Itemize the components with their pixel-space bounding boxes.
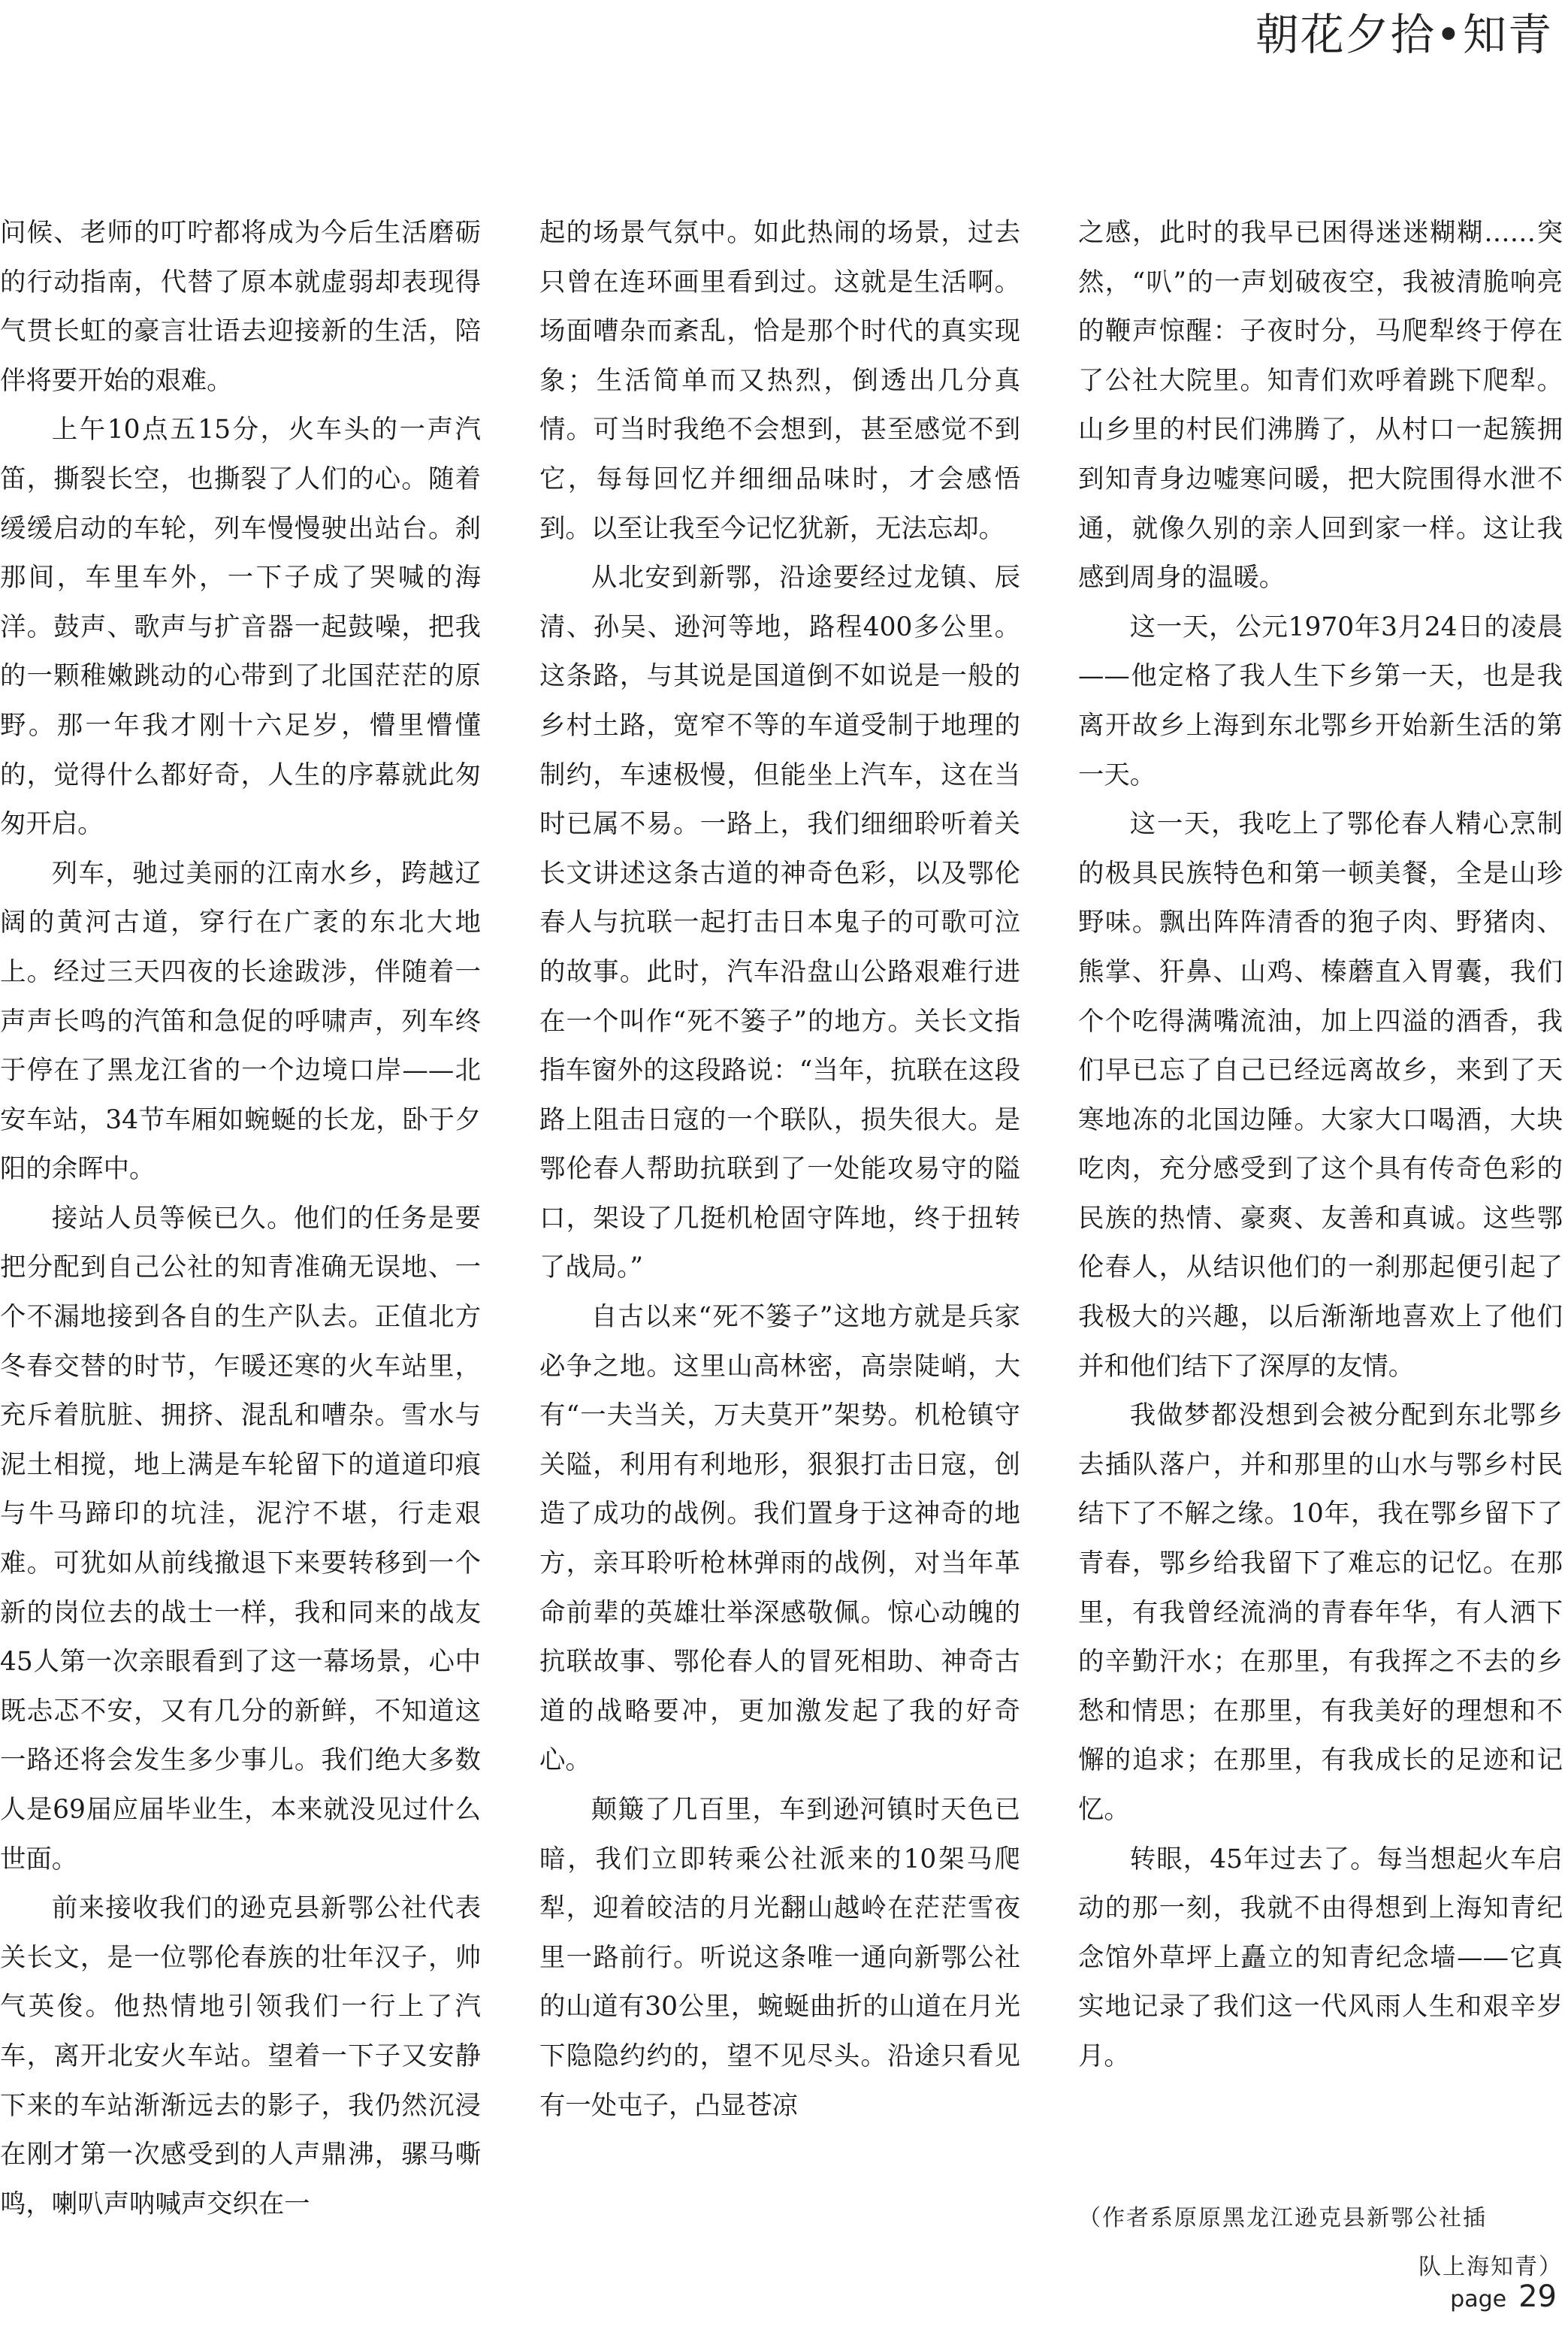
paragraph: 这一天，我吃上了鄂伦春人精心烹制的极具民族特色和第一顿美餐，全是山珍野味。飘出阵阵清香的狍子肉、野猪肉、熊掌、犴鼻、山鸡、榛蘑直入胃囊，我们个个吃得满嘴流油，加上四溢的酒香，我们早已忘了自己已经远离故乡，来到了天寒地冻的北国边陲。大家大口喝酒，大块吃肉，充分感受到了这个具有传奇色彩的民族的热情、豪爽、友善和真诚。这些鄂伦春人，从结识他们的一刹那起便引起了我极大的兴趣，以后渐渐地喜欢上了他们并和他们结下了深厚的友情。 (1078, 809, 1563, 1382)
byline-line-2: 队上海知青） (1418, 2254, 1563, 2280)
section-title: 朝花夕拾•知青 (1255, 9, 1553, 60)
paragraph: 列车，驰过美丽的江南水乡，跨越辽阔的黄河古道，穿行在广袤的东北大地上。经过三天四夜的长途跋涉，伴随着一声声长鸣的汽笛和急促的呼啸声，列车终于停在了黑龙江省的一个边境口岸——北安车站，34节车厢如蜿蜒的长龙，卧于夕阳的余晖中。 (0, 858, 481, 1185)
page-label: page (1450, 2286, 1507, 2312)
paragraph: 起的场景气氛中。如此热闹的场景，过去只曾在连环画里看到过。这就是生活啊。场面嘈杂而紊乱，恰是那个时代的真实现象；生活简单而又热烈，倒透出几分真情。可当时我绝不会想到，甚至感觉不到它，每每回忆并细细品味时，才会感悟到。以至让我至今记忆犹新，无法忘却。 (539, 218, 1020, 544)
paragraph: 转眼，45年过去了。每当想起火车启动的那一刻，我就不由得想到上海知青纪念馆外草坪上矗立的知青纪念墙——它真实地记录了我们这一代风雨人生和艰辛岁月。 (1078, 1844, 1563, 2071)
paragraph: 上午10点五15分，火车头的一声汽笛，撕裂长空，也撕裂了人们的心。随着缓缓启动的车轮，列车慢慢驶出站台。刹那间，车里车外，一下子成了哭喊的海洋。鼓声、歌声与扩音器一起鼓噪，把我的一颗稚嫩跳动的心带到了北国茫茫的原野。那一年我才刚十六足岁，懵里懵懂的，觉得什么都好奇，人生的序幕就此匆匆开启。 (0, 415, 481, 840)
paragraph: 这一天，公元1970年3月24日的凌晨——他定格了我人生下乡第一天，也是我离开故乡上海到东北鄂乡开始新生活的第一天。 (1078, 612, 1563, 790)
article-column-2 (539, 209, 1020, 2131)
paragraph: 之感，此时的我早已困得迷迷糊糊……突然，“叭”的一声划破夜空，我被清脆响亮的鞭声惊醒：子夜时分，马爬犁终于停在了公社大院里。知青们欢呼着跳下爬犁。山乡里的村民们沸腾了，从村口一起簇拥到知青身边嘘寒问暖，把大院围得水泄不通，就像久别的亲人回到家一样。这让我感到周身的温暖。 (1078, 218, 1563, 594)
paragraph: 颠簸了几百里，车到逊河镇时天色已暗，我们立即转乘公社派来的10架马爬犁，迎着皎洁的月光翻山越岭在茫茫雪夜里一路前行。听说这条唯一通向新鄂公社的山道有30公里，蜿蜒曲折的山道在月光下隐隐约约的，望不见尽头。沿途只看见有一处屯子，凸显苍凉 (539, 1795, 1020, 2121)
article-column-3 (1078, 209, 1563, 2082)
paragraph: 前来接收我们的逊克县新鄂公社代表关长文，是一位鄂伦春族的壮年汉子，帅气英俊。他热情地引领我们一行上了汽车，离开北安火车站。望着一下子又安静下来的车站渐渐远去的影子，我仍然沉浸在刚才第一次感受到的人声鼎沸，骡马嘶鸣，喇叭声呐喊声交织在一 (0, 1893, 481, 2219)
paragraph: 自古以来“死不篓子”这地方就是兵家必争之地。这里山高林密，高崇陡峭，大有“一夫当关，万夫莫开”架势。机枪镇守关隘，利用有利地形，狠狠打击日寇，创造了成功的战例。我们置身于这神奇的地方，亲耳聆听枪林弹雨的战例，对当年革命前辈的英雄壮举深感敬佩。惊心动魄的抗联故事、鄂伦春人的冒死相助、神奇古道的战略要冲，更加激发起了我的好奇心。 (539, 1302, 1020, 1776)
paragraph: 我做梦都没想到会被分配到东北鄂乡去插队落户，并和那里的山水与鄂乡村民结下了不解之缘。10年，我在鄂乡留下了青春，鄂乡给我留下了难忘的记忆。在那里，有我曾经流淌的青春年华，有人洒下的辛勤汗水；在那里，有我挥之不去的乡愁和情思；在那里，有我美好的理想和不懈的追求；在那里，有我成长的足迹和记忆。 (1078, 1400, 1563, 1825)
byline-line-1: （作者系原原黑龙江逊克县新鄂公社插 (1078, 2205, 1487, 2231)
author-byline (1078, 2194, 1563, 2291)
paragraph: 接站人员等候已久。他们的任务是要把分配到自己公社的知青准确无误地、一个不漏地接到各自的生产队去。正值北方冬春交替的时节，乍暖还寒的火车站里，充斥着肮脏、拥挤、混乱和嘈杂。雪水与泥土相搅，地上满是车轮留下的道道印痕与牛马蹄印的坑洼，泥泞不堪，行走艰难。可犹如从前线撤退下来要转移到一个新的岗位去的战士一样，我和同来的战友45人第一次亲眼看到了这一幕场景，心中既忐忑不安，又有几分的新鲜，不知道这一路还将会发生多少事儿。我们绝大多数人是69届应届毕业生，本来就没见过什么世面。 (0, 1203, 481, 1874)
page-footer (1450, 2279, 1557, 2314)
paragraph: 问候、老师的叮咛都将成为今后生活磨砺的行动指南，代替了原本就虚弱却表现得气贯长虹的豪言壮语去迎接新的生活，陪伴将要开始的艰难。 (0, 218, 481, 396)
article-column-1 (0, 209, 481, 2229)
page-number: 29 (1518, 2279, 1557, 2314)
paragraph: 从北安到新鄂，沿途要经过龙镇、辰清、孙吴、逊河等地，路程400多公里。这条路，与其说是国道倒不如说是一般的乡村土路，宽窄不等的车道受制于地理的制约，车速极慢，但能坐上汽车，这在当时已属不易。一路上，我们细细聆听着关长文讲述这条古道的神奇色彩，以及鄂伦春人与抗联一起打击日本鬼子的可歌可泣的故事。此时，汽车沿盘山公路艰难行进在一个叫作“死不篓子”的地方。关长文指指车窗外的这段路说：“当年，抗联在这段路上阻击日寇的一个联队，损失很大。是鄂伦春人帮助抗联到了一处能攻易守的隘口，架设了几挺机枪固守阵地，终于扭转了战局。” (539, 563, 1020, 1283)
